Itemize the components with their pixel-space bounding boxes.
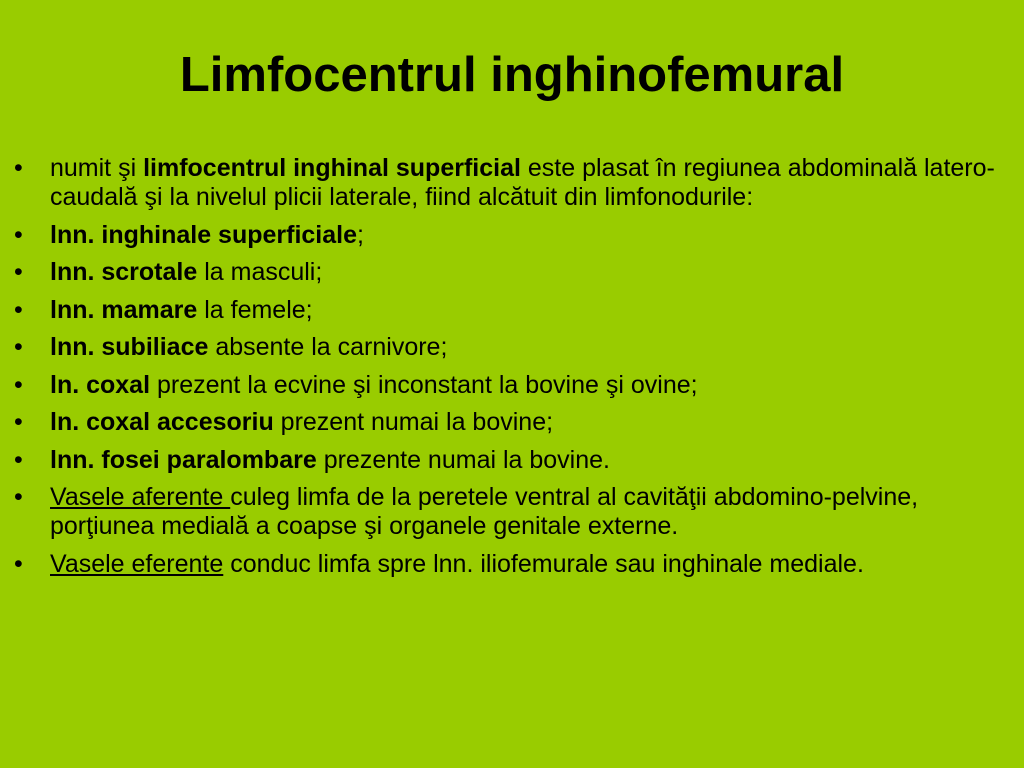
bullet-text: la femele; <box>197 295 313 324</box>
bullet-marker: • <box>14 154 23 182</box>
bullet-item <box>14 154 1014 212</box>
bullet-text: numit şi <box>50 154 144 182</box>
bullet-item <box>14 258 1014 287</box>
bullet-marker: • <box>14 333 23 361</box>
bullet-marker: • <box>14 445 23 474</box>
bullet-text: conduc limfa spre lnn. iliofemurale sau inghinale mediale. <box>223 549 864 578</box>
bullet-marker: • <box>14 549 23 578</box>
bullet-term: lnn. inghinale superficiale <box>50 220 358 249</box>
bullet-underlined-term: Vasele eferente <box>50 549 224 578</box>
bullet-item <box>14 446 1014 475</box>
bullet-text: absente la carnivore; <box>208 333 448 361</box>
bullet-text: prezente numai la bovine. <box>316 445 610 474</box>
slide-title: Limfocentrul inghinofemural <box>179 48 845 102</box>
bullet-marker: • <box>14 483 23 511</box>
bullet-list <box>14 154 1014 587</box>
bullet-text: culeg limfa de la peretele ventral al cavităţii abdomino-pelvine, porţiunea medială a coapse şi organele genitale externe. <box>50 483 919 540</box>
bullet-marker: • <box>14 258 23 286</box>
bullet-marker: • <box>14 370 23 399</box>
bullet-text: prezent numai la bovine; <box>273 408 554 436</box>
bullet-text: este plasat în regiunea abdominală latero-caudală şi la nivelul plicii laterale, fiind alcătuit din limfonodurile: <box>50 154 995 211</box>
bullet-term: limfocentrul inghinal superficial <box>143 154 521 182</box>
bullet-text: prezent la ecvine şi inconstant la bovine şi ovine; <box>150 370 698 399</box>
bullet-term: lnn. subiliace <box>50 333 209 361</box>
bullet-term: ln. coxal accesoriu <box>50 408 274 436</box>
bullet-item <box>14 550 1014 579</box>
bullet-marker: • <box>14 408 23 436</box>
bullet-item <box>14 483 1014 541</box>
bullet-term: lnn. mamare <box>50 295 198 324</box>
bullet-text: ; <box>357 220 364 249</box>
bullet-item <box>14 333 1014 362</box>
bullet-text: la masculi; <box>197 258 323 286</box>
bullet-item <box>14 408 1014 437</box>
bullet-item <box>14 221 1014 250</box>
bullet-marker: • <box>14 295 23 324</box>
bullet-marker: • <box>14 220 23 249</box>
bullet-underlined-term: Vasele aferente <box>50 483 231 511</box>
bullet-term: lnn. fosei paralombare <box>50 445 317 474</box>
bullet-term: lnn. scrotale <box>50 258 198 286</box>
bullet-term: ln. coxal <box>50 370 151 399</box>
bullet-item <box>14 296 1014 325</box>
bullet-item <box>14 371 1014 400</box>
